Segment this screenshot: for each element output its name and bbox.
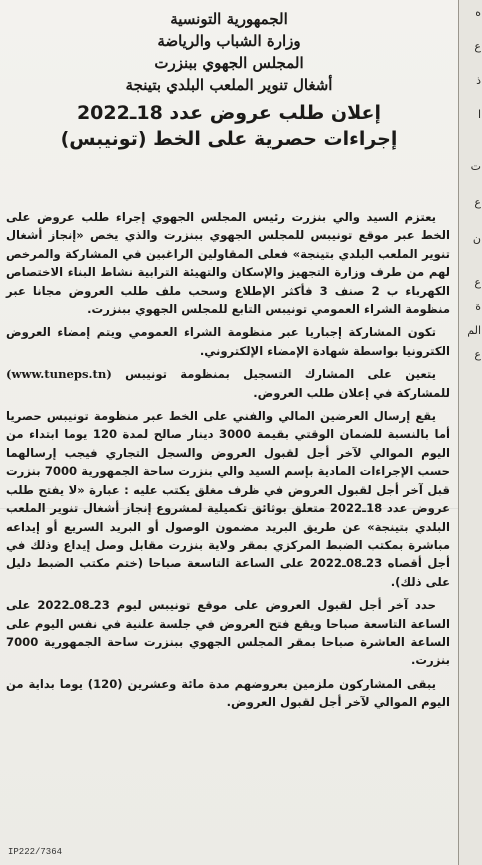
edge-fragment: الم [467, 324, 481, 337]
paper-crease [0, 508, 458, 509]
paragraph-electronic-submission: تكون المشاركة إجباريا عبر منظومة الشراء العمومي ويتم إمضاء العروض الكترونيا بواسطة شهادة الإمضاء الإلكتروني. [6, 325, 450, 358]
tuneps-url: (www.tuneps.tn) [6, 367, 112, 382]
header-ministry: وزارة الشباب والرياضة [157, 32, 301, 50]
edge-fragment: ع [474, 40, 481, 53]
paragraph-intro: يعتزم السيد والي بنزرت رئيس المجلس الجهوي إجراء طلب عروض على الخط عبر موقع تونيبس للمجلس الجهوي ببنزرت والذي يخص «إنجاز أشغال تنوير الملعب البلدي بتينجة» فعلى المقاولين الراغبين في المشاركة والمرخص لهم من طرف وزارة التجهيز والإسكان والتهيئة الترابية نشاط البناء الاختصاص الكهرباء ب 2 صنف 3 فأكثر الإطلاع وسحب ملف طلب العروض مجانا عبر منظومة الشراء العمومي تونيبس التابع للمجلس الجهوي ببنزرت. [6, 210, 450, 317]
ad-reference-code: IP222/7364 [8, 847, 63, 857]
header-republic: الجمهورية التونسية [170, 10, 288, 28]
announcement-header [0, 0, 458, 152]
paragraph-validity: يبقى المشاركون ملزمين بعروضهم مدة مائة وعشرين (120) يوما بداية من اليوم الموالي لآخر أجل لقبول العروض. [6, 676, 450, 710]
paragraph-deadline: حدد آخر أجل لقبول العروض على موقع تونيبس ليوم 23ـ08ـ2022 على الساعة التاسعة صباحا ويقع فتح العروض في جلسة علنية في نفس اليوم على الساعة العاشرة صباحا بمقر المجلس الجهوي ببنزرت ساحة الجمهورية 7000 بنزرت. [6, 598, 450, 668]
paragraph-registration [6, 365, 450, 402]
announcement-title: إعلان طلب عروض عدد 18ـ2022 [76, 102, 382, 124]
edge-fragment: ت [470, 160, 481, 173]
edge-fragment: ا [477, 108, 481, 121]
header-council: المجلس الجهوي ببنزرت [154, 54, 304, 72]
edge-fragment: ه [475, 6, 481, 19]
paragraph-submission-details: يقع إرسال العرضين المالي والفني على الخط عبر منظومة تونيبس حصريا أما بالنسبة للضمان الوقتي بقيمة 3000 دينار صالح لمدة 120 يوما ابتداء من اليوم الموالي لآخر أجل لقبول العروض والسجل التجاري فيجب إرسالهما حسب الإجراءات المادية بإسم السيد والي بنزرت ساحة الجمهورية 7000 بنزرت قبل آخر أجل لقبول العروض في ظرف مغلق يكتب عليه : عبارة «لا يفتح طلب عروض عدد 18ـ2022 متعلق بوثائق تكميلية لمشروع إنجاز أشغال تنوير الملعب البلدي بتينجة» عن طريق البريد مضمون الوصول أو البريد السريع أو إيداعه مباشرة بمكتب الضبط المركزي بمقر ولاية بنزرت مقابل وصل إيداع وذلك في أجل أقصاه 23ـ08ـ2022 على الساعة التاسعة صباحا (ختم مكتب الضبط دليل على ذلك). [6, 409, 450, 589]
edge-fragment: ة [475, 300, 481, 313]
edge-fragment: ن [472, 232, 481, 245]
adjacent-column-edge [458, 0, 482, 865]
edge-fragment: ع [474, 276, 481, 289]
registration-text: يتعين على المشارك التسجيل بمنظومة تونيبس [125, 367, 436, 382]
announcement-subtitle: إجراءات حصرية على الخط (تونيبس) [60, 128, 398, 150]
edge-fragment: ذ [476, 74, 481, 87]
edge-fragment: ع [474, 348, 481, 361]
announcement-body [6, 208, 450, 717]
header-project: أشغال تنوير الملعب البلدي بتينجة [125, 76, 333, 94]
registration-text-2: للمشاركة في إعلان طلب العروض. [253, 385, 450, 400]
edge-fragment: ع [474, 196, 481, 209]
